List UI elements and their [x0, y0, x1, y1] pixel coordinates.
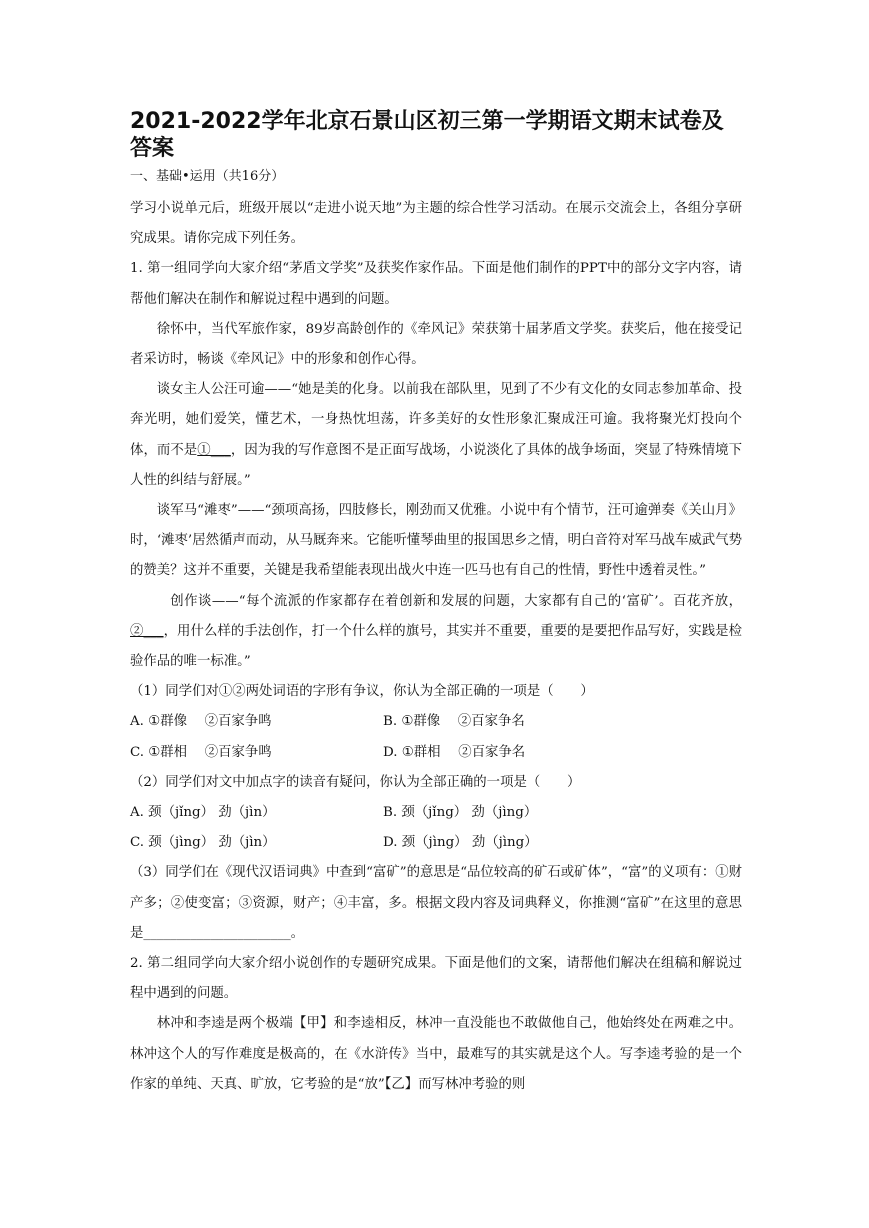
- sub1-options-row-2: [130, 738, 742, 768]
- option-c: C. 颈（jìng） 劲（jìn）: [130, 835, 276, 851]
- document-page: [130, 108, 742, 1100]
- option-a: A. 颈（jǐng） 劲（jìn）: [130, 805, 276, 821]
- blank-1: ①___: [197, 442, 231, 458]
- page-title: 2021-2022学年北京石景山区初三第一学期语文期末试卷及答案: [130, 109, 724, 161]
- q2-paragraph-1: 林冲和李逵是两个极端【甲】和李逵相反，林冲一直没能也不敢做他自己，他始终处在两难之中。林冲这个人的写作难度是极高的，在《水浒传》当中，最难写的其实就是这个人。写李逵考验的是一个作家的单纯、天真、旷放，它考验的是“放”【乙】而写林冲考验的则: [130, 1016, 742, 1092]
- q1-paragraph-4: [130, 587, 742, 678]
- sub2-options-row-2: [130, 828, 742, 858]
- sub2-options-row-1: [130, 798, 742, 828]
- option-d: D. ①群相 ②百家争名: [383, 744, 526, 760]
- sub1-options-row-1: [130, 707, 742, 737]
- sub-question-1: （1）同学们对①②两处词语的字形有争议，你认为全部正确的一项是（ ）: [130, 684, 594, 700]
- q1-paragraph-4-part-a: 创作谈——“每个流派的作家都存在着创新和发展的问题，大家都有自己的‘富矿’。百花齐放，: [170, 593, 742, 609]
- question-2-stem: 2. 第二组同学向大家介绍小说创作的专题研究成果。下面是他们的文案，请帮他们解决在组稿和解说过程中遇到的问题。: [130, 956, 742, 1002]
- option-a: A. ①群像 ②百家争鸣: [130, 714, 272, 730]
- sub-question-3: （3）同学们在《现代汉语词典》中查到“富矿”的意思是“品位较高的矿石或矿体”，“富”的义项有：①财产多；②使变富；③资源，财产；④丰富，多。根据文段内容及词典释义，你推测“富矿”在这里的意思是______________________。: [130, 865, 742, 941]
- q1-paragraph-2: [130, 375, 742, 496]
- sub-question-2: （2）同学们对文中加点字的读音有疑问，你认为全部正确的一项是（ ）: [130, 774, 581, 790]
- option-c: C. ①群相 ②百家争鸣: [130, 744, 272, 760]
- q1-paragraph-4-part-b: ，用什么样的手法创作，打一个什么样的旗号，其实并不重要，重要的是要把作品写好，实践是检验作品的唯一标准。”: [130, 623, 742, 670]
- blank-2: ②___: [130, 623, 164, 639]
- q1-paragraph-2-part-a: 谈女主人公汪可逾——“她是美的化身。以前我在部队里，见到了不少有文化的女同志参加革命、投奔光明，她们爱笑，懂艺术，一身热忱坦荡，许多美好的女性形象汇聚成汪可逾。我将聚光灯投向个体，而不是: [130, 382, 742, 458]
- option-b: B. ①群像 ②百家争名: [383, 714, 525, 730]
- q1-paragraph-1: 徐怀中，当代军旅作家，89岁高龄创作的《牵风记》荣获第十届茅盾文学奖。获奖后，他在接受记者采访时，畅谈《牵风记》中的形象和创作心得。: [130, 321, 742, 368]
- option-d: D. 颈（jìng） 劲（jìng）: [383, 835, 538, 851]
- question-1-stem: 1. 第一组同学向大家介绍“茅盾文学奖”及获奖作家作品。下面是他们制作的PPT中的部分文字内容，请帮他们解决在制作和解说过程中遇到的问题。: [130, 261, 742, 307]
- q1-paragraph-3: 谈军马“滩枣”——“颈项高扬，四肢修长，刚劲而又优雅。小说中有个情节，汪可逾弹奏《关山月》时，‘滩枣’居然循声而动，从马厩奔来。它能听懂琴曲里的报国思乡之情，明白音符对军马战车威武气势的赞美？这并不重要，关键是我希望能表现出战火中连一匹马也有自己的性情，野性中透着灵性。”: [130, 503, 742, 579]
- option-b: B. 颈（jǐng） 劲（jìng）: [383, 805, 538, 821]
- section-heading: 一、基础•运用（共16分）: [130, 169, 285, 184]
- q1-paragraph-2-part-b: ，因为我的写作意图不是正面写战场，小说淡化了具体的战争场面，突显了特殊情境下人性的纠结与舒展。”: [130, 442, 743, 488]
- intro-paragraph: 学习小说单元后，班级开展以“走进小说天地”为主题的综合性学习活动。在展示交流会上，各组分享研究成果。请你完成下列任务。: [130, 201, 742, 247]
